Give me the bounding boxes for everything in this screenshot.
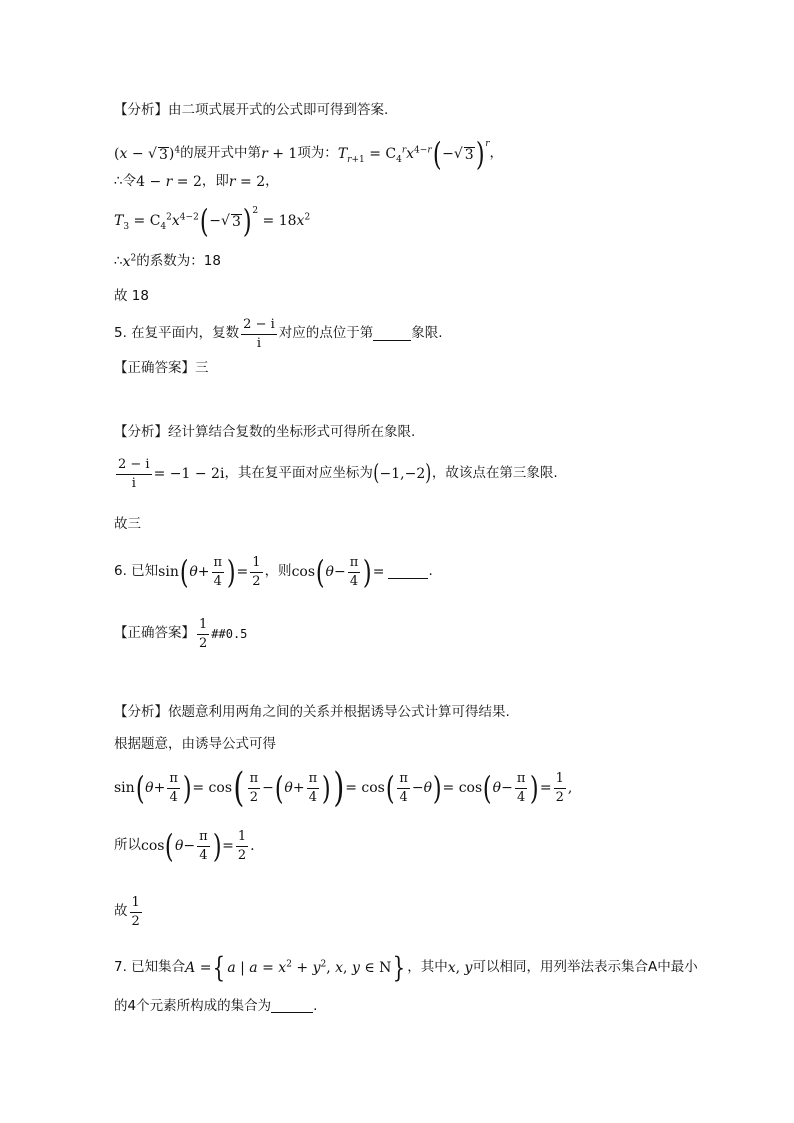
- binomial-expression: (x − √ 3 )$^4$: [114, 144, 181, 163]
- answer-blank[interactable]: [271, 1000, 313, 1013]
- general-term-line: (x − √ 3 )$^4$ 的展开式中第 r + 1 项为： $T_{r+1} = C_4^rx^{4-r}$ ( −√ 3 ) r ，: [114, 135, 503, 173]
- q5-correct-answer: 【正确答案】三: [114, 360, 209, 376]
- question-7: 7. 已知集合 A = { a | $a = x^2 + y^2$, x, y ∈ N } ，其中 x, y 可以相同，用列举法表示集合A中最小: [114, 951, 698, 984]
- q6-text: 根据题意，由诱导公式可得: [114, 736, 276, 752]
- answer-blank[interactable]: [388, 566, 428, 579]
- q6-correct-answer: 【正确答案】 $\frac{1}{2}$ ##0.5: [114, 617, 248, 651]
- answer-line: 故 18: [114, 288, 149, 304]
- q6-therefore: 所以 cos ( θ − $\frac{\pi}{4}$ ) = $\frac{1}{2}$ .: [114, 827, 255, 866]
- complex-fraction: $\frac{2 - i}{i}$: [243, 317, 275, 351]
- q5-calculation: $\frac{2 - i}{i}$ = −1 − 2i ，其在复平面对应坐标为 ( −1,−2 ) ，故该点在第三象限.: [118, 457, 558, 491]
- q6-derivation: sin ( θ + $\frac{\pi}{4}$ ) = cos ( $\frac{\pi}{2}$ − ( θ + $\frac{\pi}{4}$ ) ) = cos ( $\frac{\pi}{4}$ − θ ) = cos ( θ − $\frac{\pi}{4}$ ) = $\frac{1}{2}$ ,: [114, 765, 573, 811]
- question-5: 5. 在复平面内，复数 $\frac{2 - i}{i}$ 对应的点位于第 象限.: [114, 317, 443, 351]
- third-term-line: $T_3 = C_4^2x^{4-2}$ ( −√ 3 ) 2 = $18x^2$: [114, 202, 311, 240]
- q6-analysis: 【分析】依题意利用两角之间的关系并根据诱导公式计算可得结果.: [114, 704, 510, 720]
- general-term-formula: $T_{r+1} = C_4^rx^{4-r}$: [337, 145, 432, 165]
- analysis-text: 【分析】由二项式展开式的公式即可得到答案.: [114, 102, 389, 118]
- q5-analysis: 【分析】经计算结合复数的坐标形式可得所在象限.: [114, 424, 416, 440]
- coefficient-line: ∴ $x^2$ 的系数为：18: [114, 253, 221, 270]
- question-6: 6. 已知 sin ( θ + $\frac{\pi}{4}$ ) = $\frac{1}{2}$ ，则 cos ( θ − $\frac{\pi}{4}$ ) = .: [114, 553, 433, 592]
- q5-answer: 故三: [114, 516, 141, 532]
- question-7-line2: 的4个元素所构成的集合为 .: [114, 998, 318, 1014]
- answer-blank[interactable]: [373, 328, 411, 341]
- q6-answer: 故 $\frac{1}{2}$: [114, 895, 140, 929]
- let-line: ∴令 4 − r = 2 ，即 r = 2 ，: [114, 173, 279, 190]
- analysis-line: [114, 104, 388, 118]
